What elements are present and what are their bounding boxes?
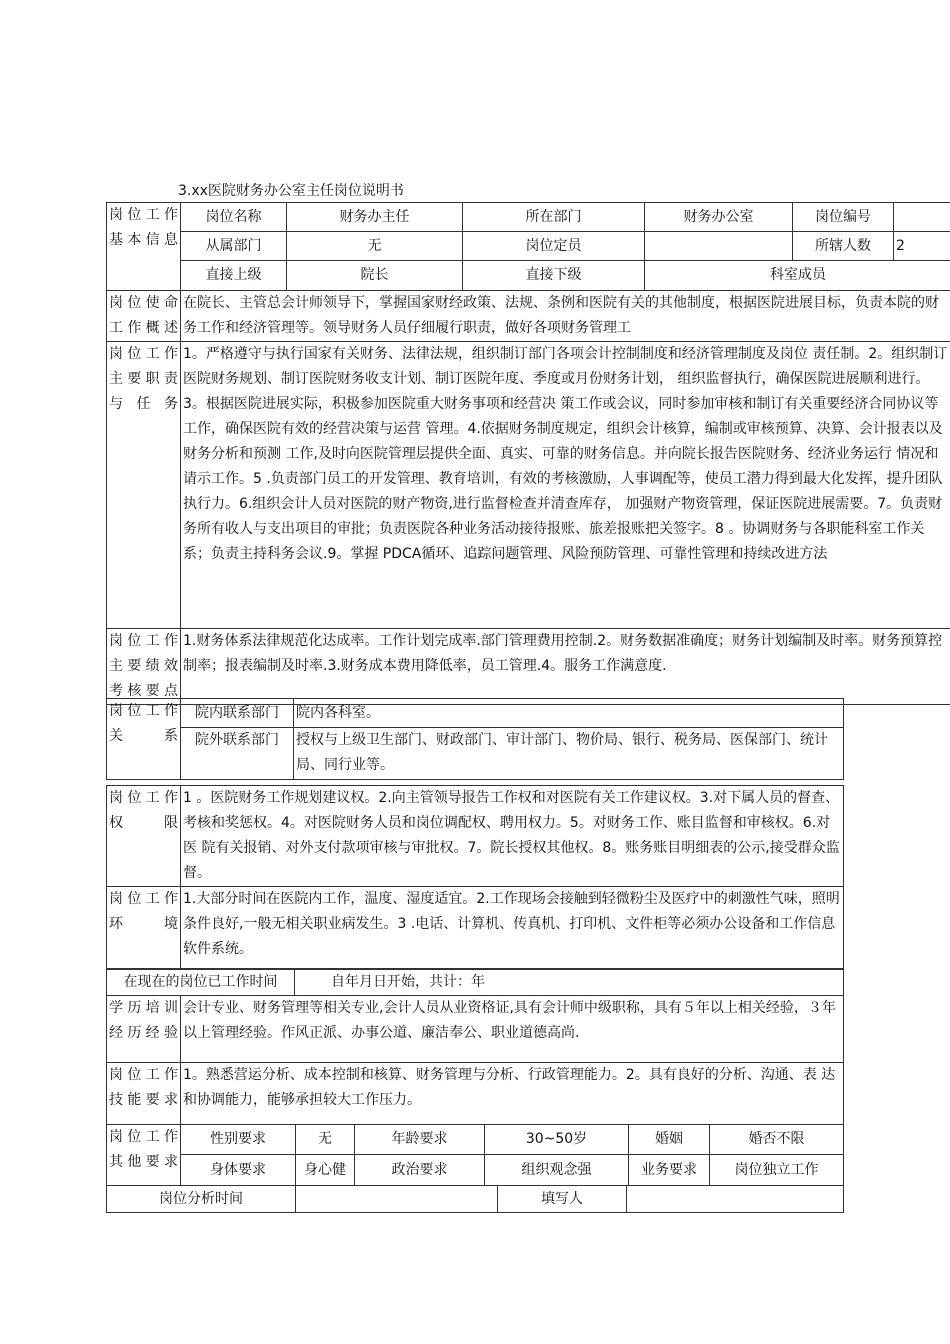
business-label: 业务要求 xyxy=(629,1155,710,1186)
skills-label: 岗位工作技能要求 xyxy=(107,1063,181,1125)
filler-value xyxy=(627,1186,844,1213)
tenure-label: 在现在的岗位已工作时间 xyxy=(107,969,295,996)
department-label: 所在部门 xyxy=(463,203,645,232)
parent-dept-label: 从属部门 xyxy=(181,232,287,261)
environment-text: 1.大部分时间在医院内工作，温度、湿度适宜。2.工作现场会接触到轻微粉尘及医疗中的刺激性气味，照明条件良好,一般无相关职业病发生。3 .电话、计算机、传真机、打印机、文件柜等必须办公设备和工作信息软件系统。 xyxy=(181,887,844,970)
headcount-label: 岗位定员 xyxy=(463,232,645,261)
analysis-time-label: 岗位分析时间 xyxy=(107,1186,296,1213)
age-label: 年龄要求 xyxy=(355,1125,485,1155)
authority-env-table xyxy=(106,785,844,970)
filler-label: 填写人 xyxy=(498,1186,627,1213)
environment-label: 岗位工作环境 xyxy=(107,887,181,970)
superior-value: 院长 xyxy=(287,261,463,291)
relations-table xyxy=(106,698,844,780)
subordinates-value: 2 xyxy=(894,232,950,261)
internal-dept-label: 院内联系部门 xyxy=(181,699,294,728)
gender-label: 性别要求 xyxy=(181,1125,296,1155)
headcount-value xyxy=(645,232,793,261)
education-skills-table xyxy=(106,995,844,1125)
authority-label: 岗位工作权限 xyxy=(107,786,181,887)
mission-text xyxy=(181,291,950,342)
age-value: 30~50岁 xyxy=(485,1125,629,1155)
other-requirements-table xyxy=(106,1124,844,1186)
analysis-time-value xyxy=(296,1186,498,1213)
external-dept-value: 授权与上级卫生部门、财政部门、审计部门、物价局、银行、税务局、医保部门、统计局、同行业等。 xyxy=(294,728,844,780)
education-text: 会计专业、财务管理等相关专业,会计人员从业资格证,具有会计师中级职称，具有５年以上相关经验，３年以上管理经验。作风正派、办事公道、廉洁奉公、职业道德高尚. xyxy=(181,996,844,1063)
position-name-label: 岗位名称 xyxy=(181,203,287,232)
superior-label: 直接上级 xyxy=(181,261,287,291)
mission-text-content: 在院长、主管总会计师领导下，掌握国家财经政策、法规、条例和医院有关的其他制度，根据医院进展目标，负责本院的财务工作和经济管理等。领导财务人员仔细履行职责，做好各项财务管理工 xyxy=(183,295,939,336)
health-value: 身心健 xyxy=(296,1155,355,1186)
job-description-table xyxy=(106,202,950,705)
duties-label: 岗位工作主要职责与任务 xyxy=(107,342,181,629)
external-dept-label: 院外联系部门 xyxy=(181,728,294,780)
performance-text: 1.财务体系法律规范化达成率。工作计划完成率.部门管理费用控制.2。财务数据准确度；财务计划编制及时率。财务预算控制率；报表编制及时率.3.财务成本费用降低率，员工管理.4。服务工作满意度. xyxy=(181,629,950,705)
position-no-label: 岗位编号 xyxy=(793,203,894,232)
health-label: 身体要求 xyxy=(181,1155,296,1186)
marriage-value: 婚否不限 xyxy=(710,1125,844,1155)
department-value: 财务办公室 xyxy=(645,203,793,232)
mission-label: 岗位使命工作概述 xyxy=(107,291,181,342)
subordinates-label: 所辖人数 xyxy=(793,232,894,261)
politics-value: 组织观念强 xyxy=(485,1155,629,1186)
relations-label: 岗位工作关系 xyxy=(107,699,181,780)
duties-text-content: 1。严格遵守与执行国家有关财务、法律法规，组织制订部门各项会计控制制度和经济管理制度及岗位 责任制。2。组织制订医院财务规划、制订医院财务收支计划、制订医院年度、季度或月份财务计划， 组织监督执行，确保医院进展顺利进行。3。根据医院进展实际，积极参加医院重大财务事项和经营决 策工作或会议，同时参加审核和制订有关重要经济合同协议等工作，确保医院有效的经营决策与运营 管理。4.依据财务制度规定，组织会计核算，编制或审核预算、决算、会计报表以及财务分析和预测 工作,及时向医院管理层提供全面、真实、可靠的财务信息。并向院长报告医院财务、经济业务运行 情况和请示工作。5 .负责部门员工的开发管理、教育培训，有效的考核激励，人事调配等，使员工潜力得到最大化发挥，提升团队执行力。6.组织会计人员对医院的财产物资,进行监督检查并清查库存， 加强财产物资管理，保证医院进展需要。7。负责财务所有收人与支出项目的审批；负责医院各种业务活动接待报账、旅差报账把关签字。8 。协调财务与各职能科室工作关系；负责主持科务会议.9。掌握 PDCA循环、追踪问题管理、风险预防管理、可靠性管理和持续改进方法 xyxy=(183,346,948,562)
subordinate-value: 科室成员 xyxy=(645,261,950,291)
document-title: 3.xx医院财务办公室主任岗位说明书 xyxy=(178,183,404,199)
performance-label: 岗位工作主要绩效考核要点 xyxy=(107,629,181,705)
business-value: 岗位独立工作 xyxy=(710,1155,844,1186)
position-name-value: 财务办主任 xyxy=(287,203,463,232)
subordinate-label: 直接下级 xyxy=(463,261,645,291)
marriage-label: 婚姻 xyxy=(629,1125,710,1155)
internal-dept-value: 院内各科室。 xyxy=(294,699,844,728)
basic-info-label: 岗位工作基本信息 xyxy=(107,203,181,291)
parent-dept-value: 无 xyxy=(287,232,463,261)
tenure-value: 自年月日开始，共计：年 xyxy=(295,969,844,996)
footer-table xyxy=(106,1185,844,1213)
duties-text xyxy=(181,342,950,629)
politics-label: 政治要求 xyxy=(355,1155,485,1186)
other-label: 岗位工作其他要求 xyxy=(107,1125,181,1186)
gender-value: 无 xyxy=(296,1125,355,1155)
tenure-table xyxy=(106,968,844,996)
skills-text: 1。熟悉营运分析、成本控制和核算、财务管理与分析、行政管理能力。2。具有良好的分析、沟通、表 达和协调能力，能够承担较大工作压力。 xyxy=(181,1063,844,1125)
education-label: 学历培训经历经验 xyxy=(107,996,181,1063)
position-no-value xyxy=(894,203,950,232)
authority-text: 1 。医院财务工作规划建议权。2.向主管领导报告工作权和对医院有关工作建议权。3.对下属人员的督查、 考核和奖惩权。4。对医院财务人员和岗位调配权、聘用权力。5。对财务工作、账目监督和审核权。6.对医 院有关报销、对外支付款项审核与审批权。7。院长授权其他权。8。账务账目明细表的公示,接受群众监督。 xyxy=(181,786,844,887)
